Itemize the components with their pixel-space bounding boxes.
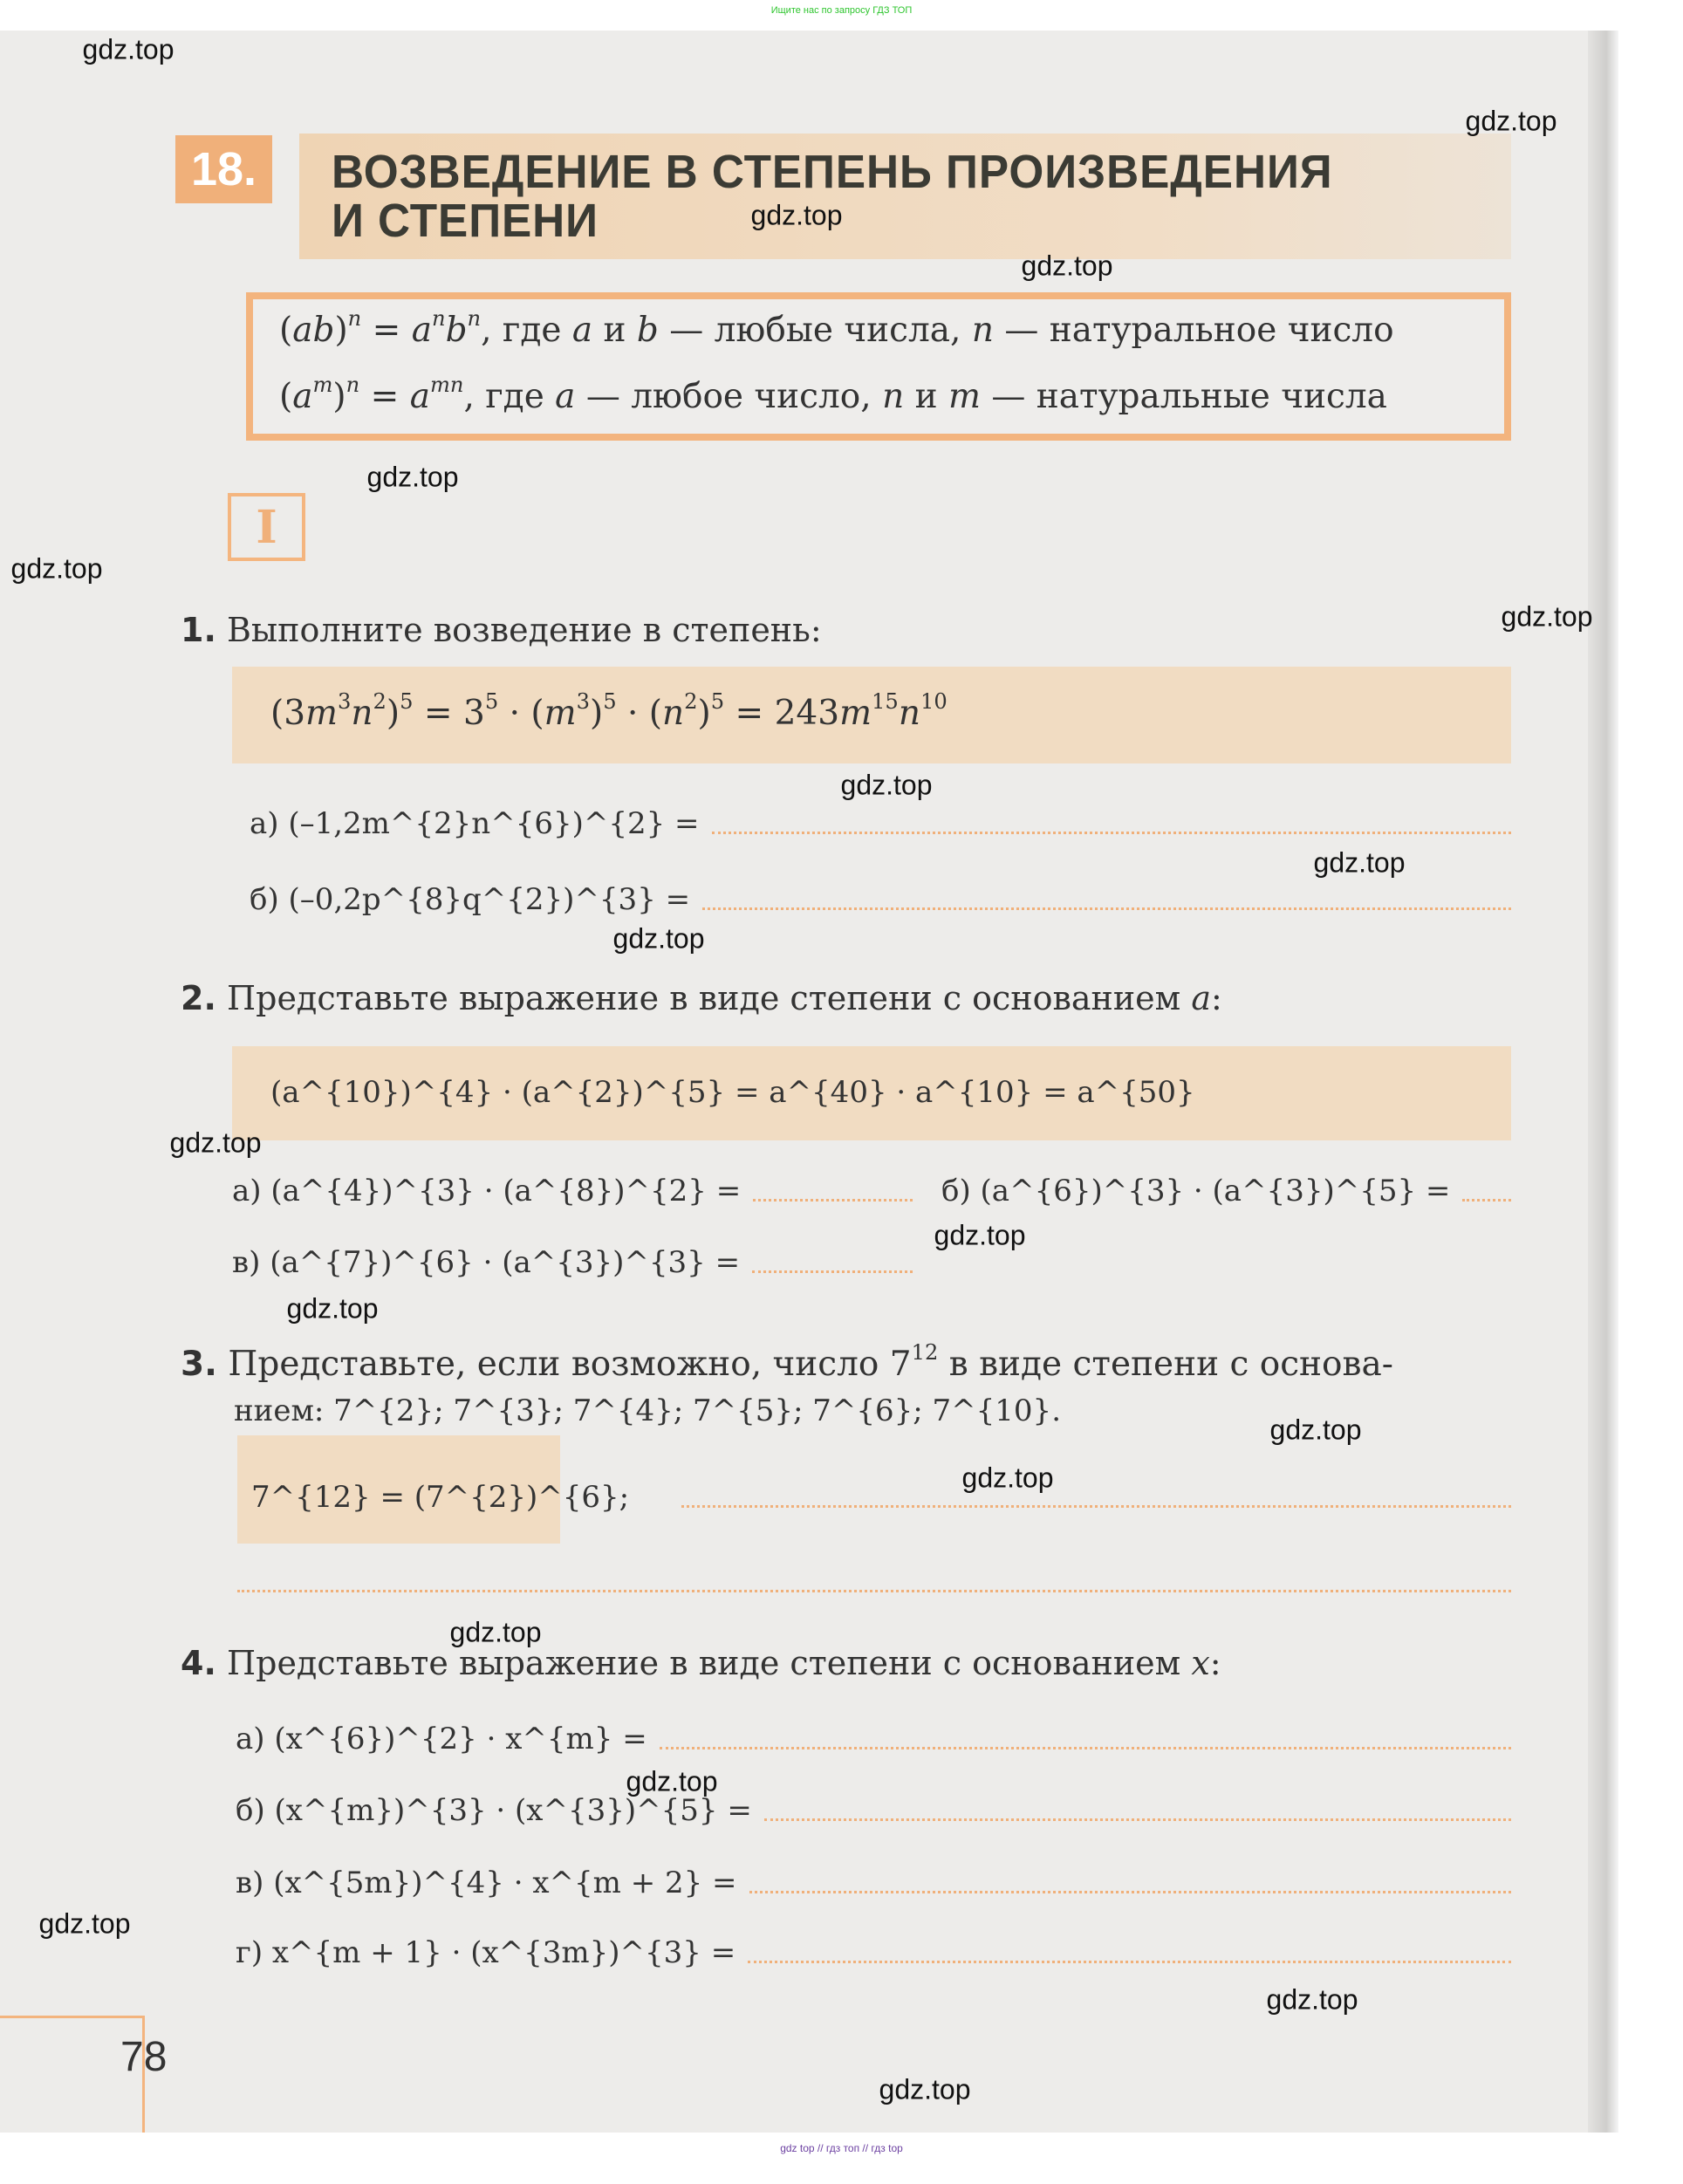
watermark-text: gdz.top bbox=[286, 1292, 379, 1325]
watermark-text: gdz.top bbox=[1269, 1414, 1362, 1446]
task-4b-row bbox=[236, 1793, 1511, 1828]
watermark-text: gdz.top bbox=[10, 552, 103, 585]
task-text: Представьте, если возможно, число $7^{12}$ в виде степени с основа- bbox=[228, 1339, 1393, 1384]
answer-line-2a[interactable] bbox=[753, 1199, 913, 1202]
watermark-text: gdz.top bbox=[1021, 250, 1113, 282]
task-2v: в) (a^{7})^{6} · (a^{3})^{3} = bbox=[232, 1245, 741, 1280]
task-text: Представьте выражение в виде степени с основанием x: bbox=[226, 1644, 1221, 1682]
task-4g: г) x^{m + 1} · (x^{3m})^{3} = bbox=[236, 1935, 736, 1970]
watermark-text: gdz.top bbox=[879, 2073, 971, 2105]
answer-line-4b[interactable] bbox=[764, 1818, 1511, 1821]
watermark-text: gdz.top bbox=[82, 33, 174, 65]
page-number: 78 bbox=[120, 2034, 168, 2080]
task-4v-row bbox=[236, 1866, 1511, 1900]
task-1a: а) (–1,2m^{2}n^{6})^{2} = bbox=[250, 806, 700, 841]
watermark-text: gdz.top bbox=[1501, 600, 1593, 633]
task-2b: б) (a^{6})^{3} · (a^{3})^{5} = bbox=[941, 1174, 1451, 1208]
task-2-heading bbox=[181, 979, 1222, 1017]
task-3-heading bbox=[181, 1339, 1393, 1384]
section-number-badge: 18. bbox=[175, 135, 272, 203]
task-2a-row bbox=[232, 1174, 913, 1208]
watermark-text: gdz.top bbox=[961, 1462, 1054, 1494]
top-banner-note: Ищите нас по запросу ГДЗ ТОП bbox=[770, 5, 913, 16]
watermark-text: gdz.top bbox=[449, 1616, 542, 1648]
watermark-text: gdz.top bbox=[1266, 1983, 1358, 2016]
task-3-example-row bbox=[251, 1480, 1511, 1515]
task-2b-row bbox=[941, 1174, 1511, 1208]
task-4b: б) (x^{m})^{3} · (x^{3})^{5} = bbox=[236, 1793, 752, 1828]
watermark-text: gdz.top bbox=[840, 769, 933, 801]
task-1b-row bbox=[250, 882, 1511, 917]
answer-line-1b[interactable] bbox=[702, 907, 1511, 910]
task-text: Представьте выражение в виде степени с основанием a: bbox=[226, 979, 1222, 1017]
watermark-text: gdz.top bbox=[1465, 105, 1557, 137]
task-4v: в) (x^{5m})^{4} · x^{m + 2} = bbox=[236, 1866, 737, 1900]
task-number: 3. bbox=[181, 1345, 217, 1384]
section-title-line1: ВОЗВЕДЕНИЕ В СТЕПЕНЬ ПРОИЗВЕДЕНИЯ bbox=[332, 146, 1333, 198]
watermark-text: gdz.top bbox=[750, 199, 843, 231]
task-3-example: 7^{12} = (7^{2})^{6}; bbox=[251, 1480, 630, 1515]
task-number: 2. bbox=[181, 979, 216, 1017]
answer-line-3a[interactable] bbox=[681, 1505, 1511, 1508]
watermark-text: gdz.top bbox=[934, 1219, 1026, 1251]
task-1a-row bbox=[250, 806, 1511, 841]
rule-product-power: $(ab)^n = a^nb^n$, где a и b — любые числа, n — натуральное число bbox=[279, 305, 1394, 350]
watermark-text: gdz.top bbox=[1313, 846, 1406, 879]
level-marker: I bbox=[228, 493, 305, 561]
page-spine-shadow bbox=[1588, 31, 1618, 2133]
answer-line-4a[interactable] bbox=[660, 1747, 1511, 1749]
task-4a: а) (x^{6})^{2} · x^{m} = bbox=[236, 1722, 647, 1756]
task-number: 1. bbox=[181, 611, 216, 649]
rule-power-power: $(a^m)^n = a^{mn}$, где a — любое число, n и m — натуральные числа bbox=[279, 372, 1387, 416]
task-2v-row bbox=[232, 1245, 913, 1280]
watermark-text: gdz.top bbox=[38, 1907, 131, 1940]
task-text: Выполните возведение в степень: bbox=[226, 611, 822, 649]
watermark-text: gdz.top bbox=[626, 1765, 718, 1797]
watermark-text: gdz.top bbox=[612, 922, 705, 955]
task-1-heading bbox=[181, 611, 822, 649]
task-2-example: (a^{10})^{4} · (a^{2})^{5} = a^{40} · a^{10} = a^{50} bbox=[270, 1075, 1195, 1110]
task-4a-row bbox=[236, 1722, 1511, 1756]
answer-line-1a[interactable] bbox=[712, 832, 1511, 834]
task-4g-row bbox=[236, 1935, 1511, 1970]
task-number: 4. bbox=[181, 1644, 216, 1682]
section-title-line2: И СТЕПЕНИ bbox=[332, 195, 599, 247]
footer-note: gdz top // гдз топ // гдз top bbox=[780, 2142, 903, 2154]
answer-line-3b[interactable] bbox=[237, 1590, 1511, 1592]
task-4-heading bbox=[181, 1644, 1221, 1682]
answer-line-2v[interactable] bbox=[752, 1270, 913, 1273]
answer-line-4g[interactable] bbox=[748, 1961, 1511, 1963]
watermark-text: gdz.top bbox=[169, 1126, 262, 1159]
answer-line-4v[interactable] bbox=[749, 1891, 1511, 1893]
answer-line-2b[interactable] bbox=[1462, 1199, 1511, 1202]
task-1-example: $(3m^3n^2)^5 = 3^5 \cdot (m^3)^5 \cdot (n^2)^5 = 243m^{15}n^{10}$ bbox=[270, 688, 948, 733]
task-2a: а) (a^{4})^{3} · (a^{8})^{2} = bbox=[232, 1174, 742, 1208]
task-1b: б) (–0,2p^{8}q^{2})^{3} = bbox=[250, 882, 691, 917]
task-3-heading-cont: нием: 7^{2}; 7^{3}; 7^{4}; 7^{5}; 7^{6}; 7^{10}. bbox=[234, 1393, 1061, 1428]
watermark-text: gdz.top bbox=[366, 461, 459, 493]
